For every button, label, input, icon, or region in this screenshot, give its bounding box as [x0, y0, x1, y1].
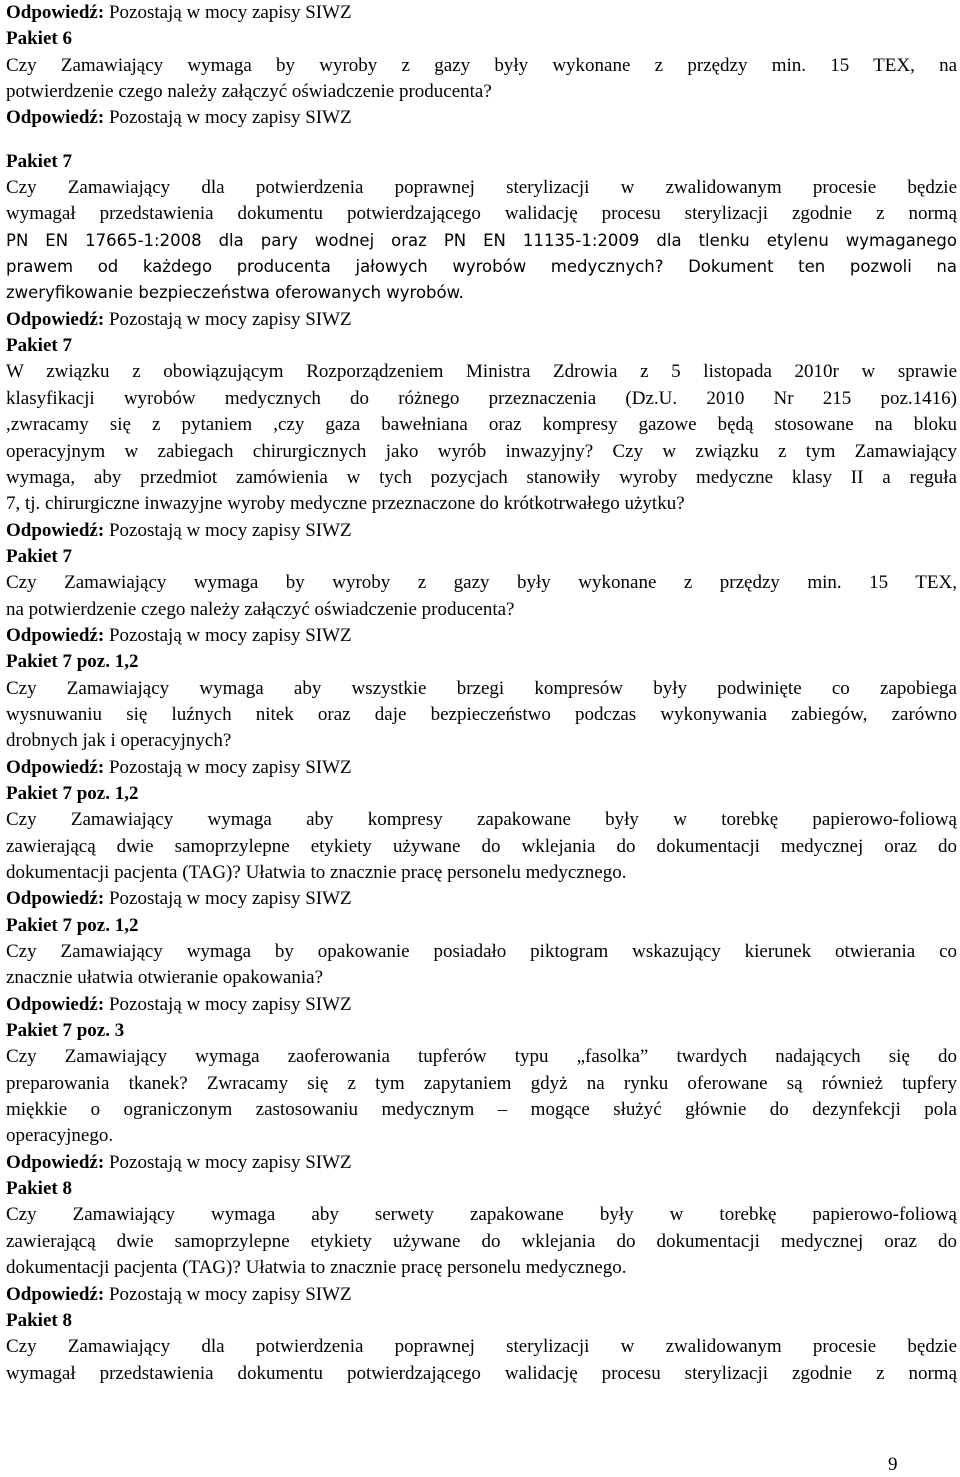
section-heading [6, 544, 957, 570]
answer-label: Odpowiedź: [6, 624, 105, 646]
question-text-line: potwierdzenie czego należy załączyć oświadczenie producenta? [6, 81, 492, 103]
question-text-line: klasyfikacji wyrobów medycznych do różnego przeznaczenia (Dz.U. 2010 Nr 215 poz.1416) [6, 387, 957, 409]
answer-line [6, 1282, 957, 1308]
question-text-line: miękkie o ograniczonym zastosowaniu medycznym – mogące służyć głównie do dezynfekcji pola [6, 1099, 957, 1121]
section-heading-text: Pakiet 8 [6, 1309, 72, 1331]
question-text-line: Czy Zamawiający wymaga by wyroby z gazy były wykonane z przędzy min. 15 TEX, [6, 572, 957, 594]
question-text-line: zweryfikowanie bezpieczeństwa oferowanych wyrobów. [6, 283, 464, 303]
section-heading-text: Pakiet 7 poz. 1,2 [6, 782, 139, 804]
section-heading [6, 149, 957, 175]
answer-text: Pozostają w mocy zapisy SIWZ [108, 993, 352, 1015]
answer-label: Odpowiedź: [6, 107, 105, 129]
section-heading [6, 333, 957, 359]
answer-line [6, 886, 957, 912]
section-heading-text: Pakiet 7 [6, 335, 72, 357]
section-heading [6, 1308, 957, 1334]
section-heading-text: Pakiet 7 poz. 3 [6, 1020, 125, 1042]
question-text-line: prawem od każdego producenta jałowych wyrobów medycznych? Dokument ten pozwoli na [6, 257, 957, 277]
answer-label: Odpowiedź: [6, 888, 105, 910]
section-heading [6, 1018, 957, 1044]
question-text-line: Czy Zamawiający wymaga aby wszystkie brzegi kompresów były podwinięte co zapobiega [6, 677, 957, 699]
question-text-line: W związku z obowiązującym Rozporządzeniem Ministra Zdrowia z 5 listopada 2010r w sprawie [6, 361, 957, 383]
answer-line [6, 623, 957, 649]
answer-text: Pozostają w mocy zapisy SIWZ [108, 1151, 352, 1173]
answer-label: Odpowiedź: [6, 519, 105, 541]
section-heading-text: Pakiet 7 [6, 545, 72, 567]
question-text-line: zawierającą dwie samoprzylepne etykiety używane do wklejania do dokumentacji medycznej oraz do [6, 835, 957, 857]
answer-text: Pozostają w mocy zapisy SIWZ [108, 308, 352, 330]
question-text-line: 7, tj. chirurgiczne inwazyjne wyroby medyczne przeznaczone do krótkotrwałego użytku? [6, 493, 685, 515]
section-heading [6, 26, 957, 52]
paragraph-gap [6, 132, 957, 149]
question-text-line: Czy Zamawiający dla potwierdzenia poprawnej sterylizacji w zwalidowanym procesie będzie [6, 1336, 957, 1358]
question-text-line: ,zwracamy się z pytaniem ,czy gaza bawełniana oraz kompresy gazowe będą stosowane na bloku [6, 414, 957, 436]
answer-line [6, 518, 957, 544]
answer-line [6, 0, 957, 26]
question-text-line: Czy Zamawiający wymaga aby kompresy zapakowane były w torebkę papierowo-foliową [6, 809, 957, 831]
question-text-line: wymaga, aby przedmiot zamówienia w tych pozycjach stanowiły wyroby medyczne klasy II a reguła [6, 466, 957, 488]
answer-text: Pozostają w mocy zapisy SIWZ [108, 1283, 352, 1305]
question-text-line: operacyjnego. [6, 1125, 114, 1147]
question-text-line: dokumentacji pacjenta (TAG)? Ułatwia to znacznie pracę personelu medycznego. [6, 1257, 627, 1279]
question-text-line: wymagał przedstawienia dokumentu potwierdzającego walidację procesu sterylizacji zgodnie z normą [6, 1362, 957, 1384]
question-text-line: zawierającą dwie samoprzylepne etykiety używane do wklejania do dokumentacji medycznej oraz do [6, 1230, 957, 1252]
answer-label: Odpowiedź: [6, 1283, 105, 1305]
answer-text: Pozostają w mocy zapisy SIWZ [108, 756, 352, 778]
question-text-line: Czy Zamawiający wymaga zaoferowania tupferów typu „fasolka” twardych nadających się do [6, 1046, 957, 1068]
section-heading [6, 1176, 957, 1202]
answer-label: Odpowiedź: [6, 993, 105, 1015]
answer-label: Odpowiedź: [6, 756, 105, 778]
answer-label: Odpowiedź: [6, 2, 105, 23]
question-text-line: dokumentacji pacjenta (TAG)? Ułatwia to znacznie pracę personelu medycznego. [6, 862, 627, 883]
section-heading-text: Pakiet 7 poz. 1,2 [6, 914, 139, 936]
question-text-line: Czy Zamawiający wymaga by wyroby z gazy były wykonane z przędzy min. 15 TEX, na [6, 54, 957, 76]
answer-line [6, 755, 957, 781]
question-text-line: znacznie ułatwia otwieranie opakowania? [6, 967, 324, 989]
question-text-line: wysnuwaniu się luźnych nitek oraz daje bezpieczeństwo podczas wykonywania zabiegów, zarówno [6, 703, 957, 725]
answer-text: Pozostają w mocy zapisy SIWZ [108, 888, 352, 910]
section-heading [6, 781, 957, 807]
question-text-line: drobnych jak i operacyjnych? [6, 730, 232, 752]
answer-text: Pozostają w mocy zapisy SIWZ [108, 624, 352, 646]
answer-text: Pozostają w mocy zapisy SIWZ [108, 519, 352, 541]
question-text-line: PN EN 17665-1:2008 dla pary wodnej oraz PN EN 11135-1:2009 dla tlenku etylenu wymaganego [6, 230, 957, 250]
answer-line [6, 1150, 957, 1176]
section-heading [6, 913, 957, 939]
section-heading-text: Pakiet 8 [6, 1178, 72, 1200]
section-heading-text: Pakiet 6 [6, 28, 72, 50]
question-text-line: Czy Zamawiający wymaga aby serwety zapakowane były w torebkę papierowo-foliową [6, 1204, 957, 1226]
answer-label: Odpowiedź: [6, 308, 105, 330]
answer-line [6, 105, 957, 131]
question-text-line: na potwierdzenie czego należy załączyć oświadczenie producenta? [6, 598, 515, 620]
answer-text: Pozostają w mocy zapisy SIWZ [108, 107, 352, 129]
answer-text: Pozostają w mocy zapisy SIWZ [108, 2, 352, 23]
question-text-line: Czy Zamawiający dla potwierdzenia poprawnej sterylizacji w zwalidowanym procesie będzie [6, 177, 957, 199]
question-text-line: operacyjnym w zabiegach chirurgicznych jako wyrób inwazyjny? Czy w związku z tym Zamawiający [6, 440, 957, 462]
document-page [6, 0, 957, 1387]
section-heading-text: Pakiet 7 [6, 150, 72, 172]
question-text-line: wymagał przedstawienia dokumentu potwierdzającego walidację procesu sterylizacji zgodnie z normą [6, 203, 957, 225]
answer-label: Odpowiedź: [6, 1151, 105, 1173]
answer-line [6, 992, 957, 1018]
question-text-line: preparowania tkanek? Zwracamy się z tym zapytaniem gdyż na rynku oferowane są również tupfery [6, 1072, 957, 1094]
page-number: 9 [888, 1454, 898, 1475]
section-heading-text: Pakiet 7 poz. 1,2 [6, 651, 139, 673]
section-heading [6, 649, 957, 675]
question-text-line: Czy Zamawiający wymaga by opakowanie posiadało piktogram wskazujący kierunek otwierania co [6, 941, 957, 963]
answer-line [6, 307, 957, 333]
